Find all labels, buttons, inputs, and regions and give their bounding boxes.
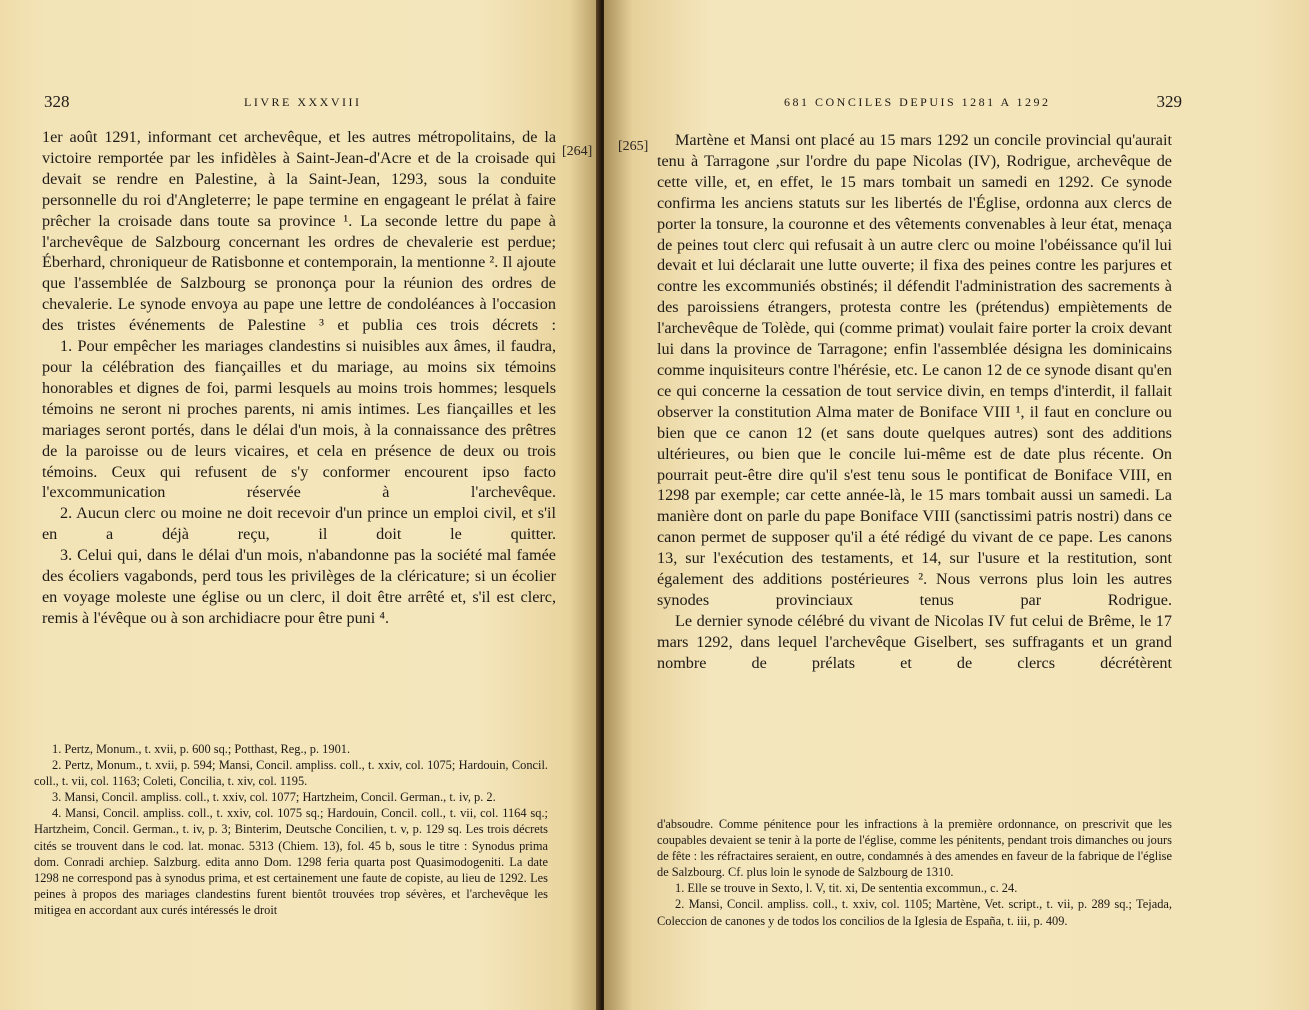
right-footnotes: [657, 816, 1172, 929]
left-footnote-2: 2. Pertz, Monum., t. xvii, p. 594; Mansi, Concil. ampliss. coll., t. xxiv, col. 1075; Hardouin, Concil. coll., t. vii, col. 1163; Coleti, Concilia, t. xiv, col. 1195.: [34, 758, 548, 789]
right-paragraph-1: Martène et Mansi ont placé au 15 mars 1292 un concile provincial qu'aurait tenu à Tarragone ,sur l'ordre du pape Nicolas (IV), Rodrigue, archevêque de cette ville, et, en effet, le 15 mars tombait un samedi en 1292. Ce synode confirma les anciens statuts sur les libertés de l'Église, ordonna aux clercs de porter la tonsure, la couronne et des vêtements convenables à leur état, menaça de peines tout clerc qui refusait à un autre clerc ou moine l'obéissance qu'il lui devait et lui déclarait une lutte ouverte; il fixa des peines contre les parjures et contre les excommuniés obstinés; il défendit l'administration des sacrements à des paroissiens étrangers, protesta contre les (prétendus) empiètements de l'archevêque de Tolède, qui (comme primat) voulait faire porter la croix devant lui dans la province de Tarragone; enfin l'assemblée désigna les dominicains comme inquisiteurs contre l'hérésie, etc. Le canon 12 de ce synode disant qu'en ce qui concerne la cessation de tout service divin, en temps d'interdit, il fallait observer la constitution Alma mater de Boniface VIII ¹, il faut en conclure ou bien que ce canon 12 (et sans doute quelques autres) sont des additions ultérieures, ou bien que le concile lui-même est de date plus récente. On pourrait peut-être dire qu'il s'est tenu sous le pontificat de Boniface VIII, en 1298 par exemple; car cette année-là, le 15 mars tombait aussi un samedi. La manière dont on parle du pape Boniface VIII (sanctissimi patris nostri) dans ce canon permet de supposer qu'il a été rédigé du vivant de ce pape. Les canons 13, sur l'exécution des testaments, et 14, sur l'usure et la restitution, sont également des additions postérieures ². Nous verrons plus loin les autres synodes provinciaux tenus par Rodrigue.: [657, 131, 1172, 609]
left-paragraph-3: 2. Aucun clerc ou moine ne doit recevoir d'un prince un emploi civil, et s'il en a déjà reçu, il doit le quitter.: [42, 504, 556, 544]
right-page-number: 329: [1156, 92, 1182, 111]
right-margin-reference: [265]: [618, 139, 649, 154]
right-footnote-1: 1. Elle se trouve in Sexto, l. V, tit. xi, De sententia excommun., c. 24.: [675, 881, 1018, 896]
left-footnote-4: 4. Mansi, Concil. ampliss. coll., t. xxiv, col. 1075 sq.; Hardouin, Concil. coll., t. vii, col. 1164 sq.; Hartzheim, Concil. German., t. iv, p. 3; Binterim, Deutsche Concilien, t. v, p. 129 sq. Les trois décrets cités se trouvent dans le cod. lat. monac. 5313 (Chiem. 13), fol. 45 b, sous le titre : Synodus prima dom. Conradi archiep. Salzburg. edita anno Dom. 1298 feria quarta post Quasimodogeniti. La date 1298 ne correspond pas à synodus prima, et est certainement une faute de copiste, au lieu de 1292. Les peines à propos des mariages clandestins furent bientôt trouvées trop sévères, et l'archevêque les mitigea en accordant aux curés intéressés le droit: [34, 806, 548, 917]
left-margin-reference: [264]: [562, 144, 593, 159]
left-running-head: [44, 92, 564, 112]
left-footnote-3: 3. Mansi, Concil. ampliss. coll., t. xxiv, col. 1077; Hartzheim, Concil. German., t. iv, p. 2.: [52, 790, 496, 805]
left-footnote-1: 1. Pertz, Monum., t. xvii, p. 600 sq.; Potthast, Reg., p. 1901.: [52, 742, 351, 756]
left-footnotes: [34, 741, 548, 918]
right-body-text: [657, 130, 1172, 674]
right-footnote-continuation: d'absoudre. Comme pénitence pour les infractions à la première ordonnance, on prescrivit que les coupables devaient se tenir à la porte de l'église, comme les pénitents, pendant trois dimanches ou jours de fête : les réfractaires seraient, en outre, condamnés à des amendes en faveur de la fabrique de l'église de Salzbourg. Cf. plus loin le synode de Salzbourg de 1310.: [657, 817, 1172, 880]
left-page-number: 328: [44, 92, 70, 111]
right-running-head: [656, 92, 1182, 112]
left-paragraph-2: 1. Pour empêcher les mariages clandestins si nuisibles aux âmes, il faudra, pour la célébration des fiançailles et du mariage, au moins six témoins honorables et dignes de foi, parmi lesquels au moins trois hommes; lesquels témoins ne seront ni proches parents, ni amis intimes. Les fiançailles et les mariages seront portés, dans le délai d'un mois, à la connaissance des prêtres de la paroisse ou de leurs vicaires, et cela en présence de deux ou trois témoins. Ceux qui refusent de s'y conformer encourent ipso facto l'excommunication réservée à l'archevêque.: [42, 337, 556, 502]
left-paragraph-1: 1er août 1291, informant cet archevêque, et les autres métropolitains, de la victoire remportée par les infidèles à Saint-Jean-d'Acre et de la croisade qui devait se rendre en Palestine, à la Saint-Jean, 1293, sous la conduite personnelle du roi d'Angleterre; le pape termine en engageant le prélat à faire prêcher la croisade dans toute sa province ¹. La seconde lettre du pape à l'archevêque de Salzbourg concernant les ordres de chevalerie est perdue; Éberhard, chroniqueur de Ratisbonne et contemporain, la mentionne ². Il ajoute que l'assemblée de Salzbourg se prononça pour la réunion des ordres de chevalerie. Le synode envoya au pape une lettre de condoléances à l'occasion des tristes événements de Palestine ³ et publia ces trois décrets :: [42, 128, 556, 335]
right-paragraph-2: Le dernier synode célébré du vivant de Nicolas IV fut celui de Brême, le 17 mars 1292, dans lequel l'archevêque Giselbert, ses suffragants et un grand nombre de prélats et de clercs décrétèrent: [657, 611, 1172, 672]
left-page: [0, 0, 600, 1010]
right-running-title: 681 CONCILES DEPUIS 1281 A 1292: [784, 95, 1051, 109]
right-page: [604, 0, 1309, 1010]
left-running-title: LIVRE XXXVIII: [244, 95, 362, 109]
left-paragraph-4: 3. Celui qui, dans le délai d'un mois, n'abandonne pas la société mal famée des écoliers vagabonds, perd tous les privilèges de la cléricature; si un écolier en voyage moleste une église ou un clerc, il doit être arrêté et, s'il est clerc, remis à l'évêque ou à son archidiacre pour être puni ⁴.: [42, 546, 556, 627]
right-footnote-2: 2. Mansi, Concil. ampliss. coll., t. xxiv, col. 1105; Martène, Vet. script., t. vii, p. 289 sq.; Tejada, Coleccion de canones y de todos los concilios de la Iglesia de España, t. iii, p. 409.: [657, 897, 1172, 928]
left-body-text: [42, 127, 556, 629]
